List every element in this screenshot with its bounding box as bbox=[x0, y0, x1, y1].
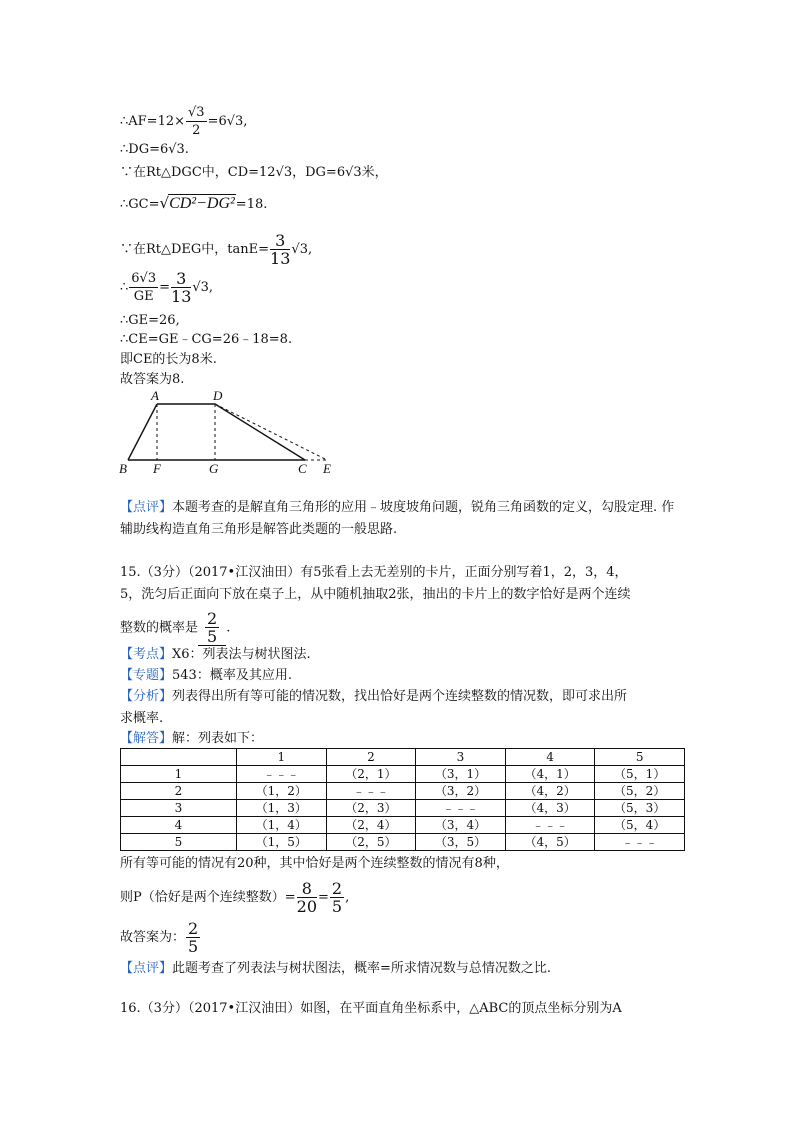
table-cell: 1 bbox=[121, 766, 237, 783]
solution-line-conclusion: 即CE的长为8米. bbox=[120, 352, 217, 367]
table-cell: （5，2） bbox=[595, 783, 685, 800]
probability-line: 则P（恰好是两个连续整数）= $\frac{8}{20}$ = $\frac{2}{5}$ , bbox=[120, 879, 350, 916]
segment-de bbox=[215, 404, 327, 460]
table-cell: 4 bbox=[121, 817, 237, 834]
fraction: $\frac{6√3}{GE}$ bbox=[131, 271, 157, 304]
solution-line-gc: ∴GC=√CD²−DG²=18. bbox=[120, 194, 268, 212]
table-row bbox=[121, 817, 685, 834]
table-cell: 1 bbox=[237, 749, 327, 766]
q15-line2: 5，洗匀后正面向下放在桌子上，从中随机抽取2张，抽出的卡片上的数字恰好是两个连续 bbox=[120, 587, 631, 602]
table-cell: 5 bbox=[595, 749, 685, 766]
table-cell: （1，3） bbox=[237, 800, 327, 817]
table-cell: （4，5） bbox=[505, 834, 595, 851]
review-tag: 【点评】 bbox=[120, 500, 173, 515]
solution-line-rt-dgc: ∵在Rt△DGC中，CD=12√3，DG=6√3米， bbox=[120, 165, 388, 180]
table-row bbox=[121, 766, 685, 783]
table-cell: （2，1） bbox=[326, 766, 416, 783]
label-c: C bbox=[298, 461, 307, 476]
label-d: D bbox=[213, 388, 223, 403]
table-cell: （5，4） bbox=[595, 817, 685, 834]
table-cell: ﹣﹣﹣ bbox=[237, 766, 327, 783]
q15-fenxi: 【分析】列表得出所有等可能的情况数，找出恰好是两个连续整数的情况数，即可求出所 bbox=[120, 689, 628, 704]
table-cell: 3 bbox=[416, 749, 506, 766]
table-cell: （1，5） bbox=[237, 834, 327, 851]
q15-line1: 15.（3分）（2017•江汉油田）有5张看上去无差别的卡片，正面分别写着1，2，3，4， bbox=[120, 565, 628, 580]
table-row bbox=[121, 783, 685, 800]
table-cell: （1，2） bbox=[237, 783, 327, 800]
table-cell: （5，3） bbox=[595, 800, 685, 817]
table-cell: （4，3） bbox=[505, 800, 595, 817]
fraction: $\frac{2}{5}$ bbox=[331, 879, 343, 916]
table-cell bbox=[121, 749, 237, 766]
table-cell: ﹣﹣﹣ bbox=[326, 783, 416, 800]
table-cell: （2，3） bbox=[326, 800, 416, 817]
fraction: $\frac{√3}{2}$ bbox=[188, 105, 205, 138]
q15-kaodian: 【考点】X6：列表法与树状图法. bbox=[120, 647, 311, 662]
fraction: $\frac{3}{13}$ bbox=[171, 269, 192, 306]
table-cell: （1，4） bbox=[237, 817, 327, 834]
label-g: G bbox=[209, 461, 219, 476]
table-row bbox=[121, 834, 685, 851]
table-cell: （3，4） bbox=[416, 817, 506, 834]
review-15: 【点评】此题考查了列表法与树状图法，概率=所求情况数与总情况数之比. bbox=[120, 961, 552, 976]
solution-line-af: ∴AF=12× $\frac{√3}{2}$ =6√3, bbox=[120, 105, 248, 138]
q15-line3: 整数的概率是 $\frac{2}{5}$ . bbox=[120, 609, 231, 646]
solution-line-answer: 故答案为8. bbox=[120, 372, 185, 387]
table-cell: （3，5） bbox=[416, 834, 506, 851]
fraction: $\frac{8}{20}$ bbox=[296, 879, 317, 916]
q16-line1: 16.（3分）（2017•江汉油田）如图，在平面直角坐标系中，△ABC的顶点坐标分别为A bbox=[120, 1001, 622, 1016]
label-a: A bbox=[151, 388, 159, 403]
answer-line: 故答案为： $\frac{2}{5}$ bbox=[120, 919, 199, 956]
label-f: F bbox=[153, 461, 161, 476]
label-e: E bbox=[323, 461, 331, 476]
trapezoid-figure bbox=[115, 386, 345, 476]
table-cell: 4 bbox=[505, 749, 595, 766]
table-cell: （2，4） bbox=[326, 817, 416, 834]
review-14: 【点评】本题考查的是解直角三角形的应用﹣坡度坡角问题，锐角三角函数的定义，勾股定理. 作辅助线构造直角三角形是解答此类题的一般思路. bbox=[120, 500, 675, 537]
table-cell: 3 bbox=[121, 800, 237, 817]
q15-fenxi-cont: 求概率. bbox=[120, 711, 164, 726]
after-table-line1: 所有等可能的情况有20种，其中恰好是两个连续整数的情况有8种， bbox=[120, 856, 509, 871]
fraction: $\frac{3}{13}$ bbox=[270, 231, 291, 268]
table-cell: （4，2） bbox=[505, 783, 595, 800]
table-header-row bbox=[121, 749, 685, 766]
solution-line-tane: ∵在Rt△DEG中，tanE= $\frac{3}{13}$ √3, bbox=[120, 231, 313, 268]
table-cell: 5 bbox=[121, 834, 237, 851]
table-cell: ﹣﹣﹣ bbox=[505, 817, 595, 834]
solution-line-ce: ∴CE=GE﹣CG=26﹣18=8. bbox=[120, 332, 293, 347]
table-cell: ﹣﹣﹣ bbox=[416, 800, 506, 817]
table-cell: 2 bbox=[121, 783, 237, 800]
label-b: B bbox=[119, 461, 127, 476]
table-cell: （2，5） bbox=[326, 834, 416, 851]
table-cell: 2 bbox=[326, 749, 416, 766]
segment-dc bbox=[215, 404, 305, 460]
solution-line-dg: ∴DG=6√3. bbox=[120, 142, 189, 157]
fraction: $\frac{2}{5}$ bbox=[188, 919, 199, 956]
answer-blank: $\frac{2}{5}$ bbox=[198, 610, 226, 646]
radicand: CD²−DG² bbox=[169, 195, 235, 212]
table-cell: （5，1） bbox=[595, 766, 685, 783]
solution-line-ge: ∴GE=26, bbox=[120, 313, 180, 328]
solution-line-ratio: ∴ $\frac{6√3}{GE}$ = $\frac{3}{13}$ √3, bbox=[120, 269, 214, 306]
table-cell: ﹣﹣﹣ bbox=[595, 834, 685, 851]
segment-ab bbox=[128, 404, 157, 460]
table-cell: （3，2） bbox=[416, 783, 506, 800]
table-cell: （3，1） bbox=[416, 766, 506, 783]
q15-jieda: 【解答】解：列表如下： bbox=[120, 731, 264, 746]
table-cell: （4，1） bbox=[505, 766, 595, 783]
q15-zhuanti: 【专题】543：概率及其应用. bbox=[120, 668, 292, 683]
table-row bbox=[121, 800, 685, 817]
outcome-table bbox=[120, 748, 685, 851]
